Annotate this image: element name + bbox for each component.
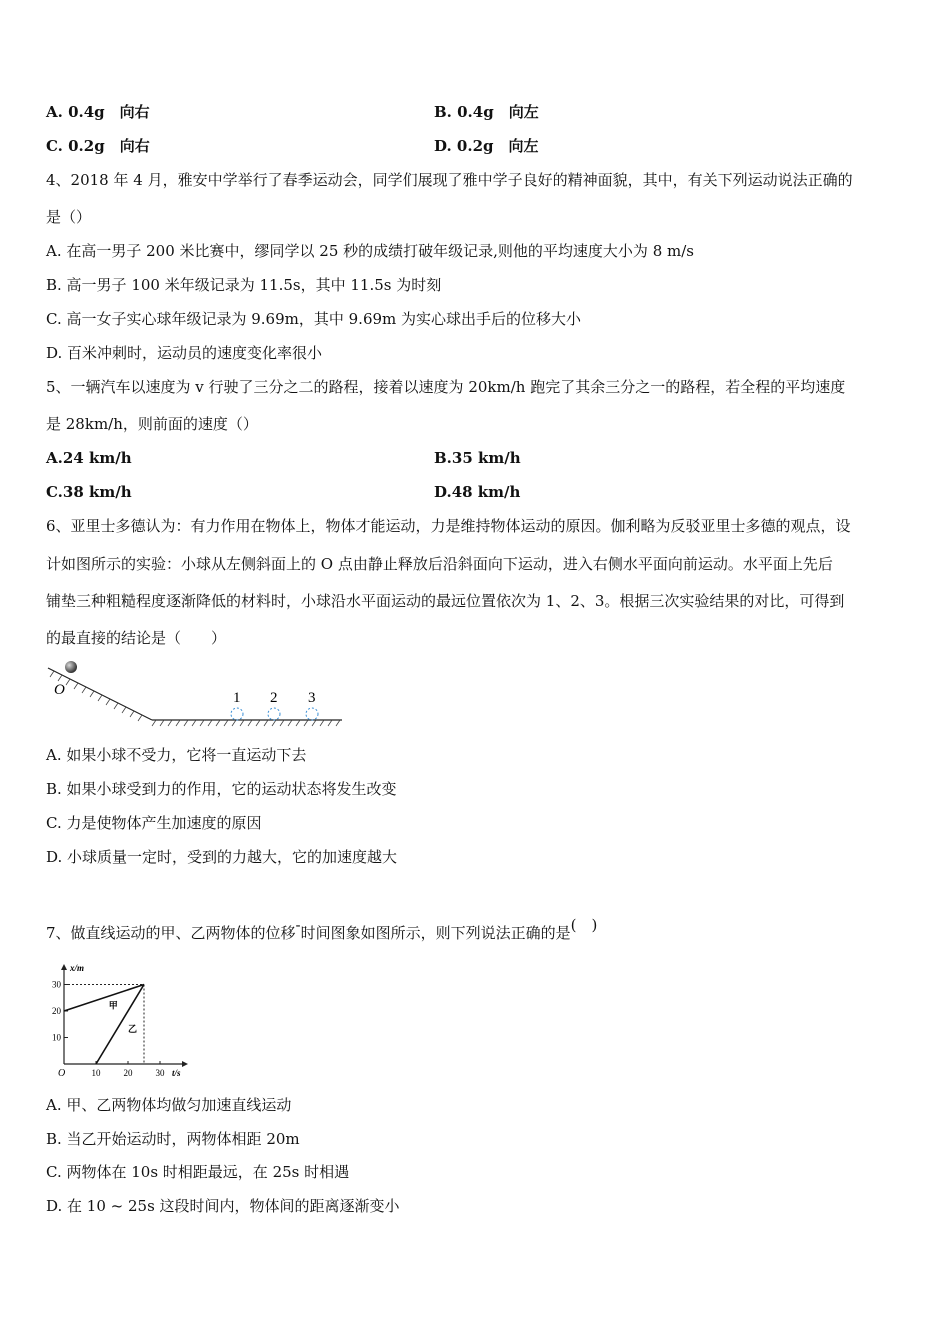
q6-option-a: A. 如果小球不受力，它将一直运动下去 [46,746,307,764]
q3-option-c: C. 0.2g 向右 [46,137,150,155]
q5-stem-line1: 5、一辆汽车以速度为 v 行驶了三分之二的路程，接着以速度为 20km/h 跑完了其余三分之一的路程，若全程的平均速度 [46,378,846,396]
incline-experiment-figure [44,658,344,732]
q7-option-b: B. 当乙开始运动时，两物体相距 20m [46,1130,300,1148]
q5-option-b: B.35 km/h [434,449,521,467]
x-axis-label: t/s [172,1068,181,1078]
y-axis-arrow [61,964,67,970]
q5-option-c: C.38 km/h [46,483,132,501]
q6-option-b: B. 如果小球受到力的作用，它的运动状态将发生改变 [46,780,397,798]
q4-option-d: D. 百米冲刺时，运动员的速度变化率很小 [46,344,323,362]
y-tick-label-30: 30 [52,979,61,990]
series-yi-label: 乙 [128,1025,138,1036]
series-jia-line [64,985,144,1012]
q4-stem-line1: 4、2018 年 4 月，雅安中学举行了春季运动会，同学们展现了雅中学子良好的精神面貌，其中，有关下列运动说法正确的 [46,171,853,189]
ball [65,661,77,673]
position-2-label: 2 [270,690,278,706]
q7-stem-part1: 7、做直线运动的甲、乙两物体的位移 [46,924,296,942]
y-tick-label-20: 20 [52,1006,61,1016]
q4-stem-line2: 是（） [46,208,92,226]
q5-option-a: A.24 km/h [46,449,132,467]
x-tick-label-20: 20 [123,1068,133,1078]
q6-stem-line2: 计如图所示的实验：小球从左侧斜面上的 O 点由静止释放后沿斜面向下运动，进入右侧水平面向前运动。水平面上先后 [46,555,833,573]
position-2-marker [268,708,280,720]
q4-option-b: B. 高一男子 100 米年级记录为 11.5s，其中 11.5s 为时刻 [46,276,442,294]
x-axis-arrow [182,1061,188,1067]
y-tick-label-10: 10 [52,1032,61,1043]
series-jia-label: 甲 [108,1001,118,1012]
q7-option-a: A. 甲、乙两物体均做匀加速直线运动 [46,1096,292,1114]
q7-option-d: D. 在 10 ~ 25s 这段时间内，物体间的距离逐渐变小 [46,1197,400,1215]
q4-option-a: A. 在高一男子 200 米比赛中，缪同学以 25 秒的成绩打破年级记录,则他的平均速度大小为 8 m/s [46,242,694,260]
q3-option-d: D. 0.2g 向左 [434,137,539,155]
q6-option-c: C. 力是使物体产生加速度的原因 [46,814,262,832]
q6-stem-line1: 6、亚里士多德认为：有力作用在物体上，物体才能运动，力是维持物体运动的原因。伽利略为反驳亚里士多德的观点，设 [46,517,851,535]
q7-stem [46,915,597,943]
q3-option-a: A. 0.4g 向右 [46,103,150,121]
q7-option-c: C. 两物体在 10s 时相距最远，在 25s 时相遇 [46,1163,350,1181]
position-time-graph [52,960,192,1078]
q3-option-b: B. 0.4g 向左 [434,103,539,121]
q5-stem-line2: 是 28km/h，则前面的速度（） [46,415,258,433]
ground-hatching [152,720,340,726]
position-3-label: 3 [308,690,316,706]
y-axis-label: x/m [70,963,85,973]
point-o-label: O [54,682,65,698]
x-tick-label-30: 30 [155,1068,165,1078]
q6-option-d: D. 小球质量一定时，受到的力越大，它的加速度越大 [46,848,398,866]
q5-option-d: D.48 km/h [434,483,521,501]
origin-label: O [58,1068,66,1078]
q7-stem-dash: - [295,916,301,934]
position-3-marker [306,708,318,720]
x-tick-label-10: 10 [91,1068,101,1078]
q7-stem-part2: 时间图象如图所示，则下列说法正确的是 [300,924,571,942]
q4-option-c: C. 高一女子实心球年级记录为 9.69m，其中 9.69m 为实心球出手后的位移大小 [46,310,582,328]
q6-stem-line3: 铺垫三种粗糙程度逐渐降低的材料时，小球沿水平面运动的最远位置依次为 1、2、3。根据三次实验结果的对比，可得到 [46,592,845,610]
position-1-label: 1 [233,690,241,706]
q7-stem-paren: ( ) [570,916,598,934]
q6-stem-line4: 的最直接的结论是（ ） [46,629,227,647]
position-1-marker [231,708,243,720]
